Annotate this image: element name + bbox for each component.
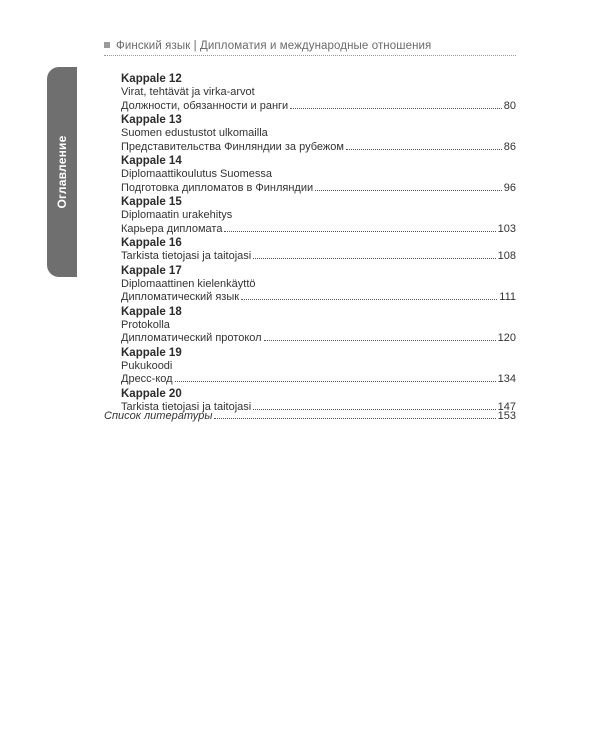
bibliography-title: Список литературы (104, 410, 213, 422)
toc-chapter-17 (121, 264, 516, 305)
chapter-number: Kappale 18 (121, 305, 182, 318)
toc-entry[interactable] (121, 373, 516, 387)
chapter-number: Kappale 15 (121, 196, 182, 208)
chapter-title-ru: Подготовка дипломатов в Финляндии (121, 181, 314, 194)
chapter-number: Kappale 13 (121, 114, 182, 126)
chapter-title-ru: Представительства Финляндии за рубежом (121, 140, 344, 153)
toc-chapter-13 (121, 113, 516, 154)
running-header-text: Финский язык | Дипломатия и международные отношения (116, 40, 432, 52)
chapter-number: Kappale 16 (121, 237, 182, 249)
chapter-title-fi: Diplomaatin urakehitys (121, 209, 233, 221)
page-number: 134 (497, 373, 516, 385)
chapter-number: Kappale 17 (121, 264, 182, 277)
toc-chapter-12 (121, 72, 516, 113)
chapter-title-fi: Diplomaattinen kielenkäyttö (121, 277, 256, 290)
dot-leader (315, 190, 502, 191)
dot-leader (175, 381, 496, 382)
toc-chapter-18 (121, 305, 516, 346)
chapter-number: Kappale 19 (121, 346, 182, 359)
toc-entry[interactable] (104, 410, 516, 424)
page-number: 103 (497, 222, 516, 235)
chapter-title: Tarkista tietojasi ja taitojasi (121, 400, 252, 413)
toc-entry[interactable] (121, 182, 516, 196)
toc-entry[interactable] (121, 100, 516, 114)
dot-leader (264, 340, 496, 341)
chapter-title-ru: Дресс-код (121, 373, 173, 385)
toc-entry[interactable] (121, 291, 516, 305)
toc-chapter-16 (121, 236, 516, 264)
header-rule (104, 55, 516, 56)
chapter-title-ru: Карьера дипломата (121, 222, 223, 235)
chapter-title: Tarkista tietojasi ja taitojasi (121, 250, 252, 262)
chapter-title-fi: Pukukoodi (121, 359, 173, 372)
dot-leader (253, 258, 495, 259)
toc-entry[interactable] (121, 223, 516, 237)
chapter-number: Kappale 12 (121, 73, 182, 85)
chapter-title-ru: Должности, обязанности и ранги (121, 99, 289, 112)
toc-entry[interactable] (121, 141, 516, 155)
toc-entry[interactable] (121, 250, 516, 264)
side-tab-label: Оглавление (55, 135, 69, 209)
page-number: 96 (503, 181, 516, 194)
page-number: 108 (497, 250, 516, 262)
page-number: 120 (497, 332, 516, 344)
table-of-contents (121, 72, 516, 414)
chapter-title-ru: Дипломатический протокол (121, 332, 262, 344)
dot-leader (346, 149, 502, 150)
page-number: 147 (497, 400, 516, 413)
dot-leader (290, 108, 502, 109)
running-header (104, 40, 516, 52)
dot-leader (241, 299, 497, 300)
chapter-number: Kappale 20 (121, 387, 182, 400)
page-number: 80 (503, 99, 516, 112)
chapter-title-ru: Дипломатический язык (121, 291, 240, 303)
page-number: 153 (497, 410, 516, 422)
toc-bibliography (104, 410, 516, 424)
toc-chapter-15 (121, 195, 516, 236)
dot-leader (214, 418, 495, 419)
side-tab (47, 67, 77, 277)
toc-chapter-19 (121, 346, 516, 387)
chapter-title-fi: Virat, tehtävät ja virka-arvot (121, 86, 255, 98)
chapter-title-fi: Protokolla (121, 318, 170, 331)
chapter-title-fi: Diplomaattikoulutus Suomessa (121, 168, 273, 180)
page-number: 111 (499, 291, 516, 303)
chapter-number: Kappale 14 (121, 155, 182, 167)
header-bullet-icon (104, 42, 110, 48)
toc-entry[interactable] (121, 332, 516, 346)
dot-leader (224, 231, 495, 232)
chapter-title-fi: Suomen edustustot ulkomailla (121, 127, 268, 139)
page-number: 86 (503, 140, 516, 153)
toc-chapter-14 (121, 154, 516, 195)
